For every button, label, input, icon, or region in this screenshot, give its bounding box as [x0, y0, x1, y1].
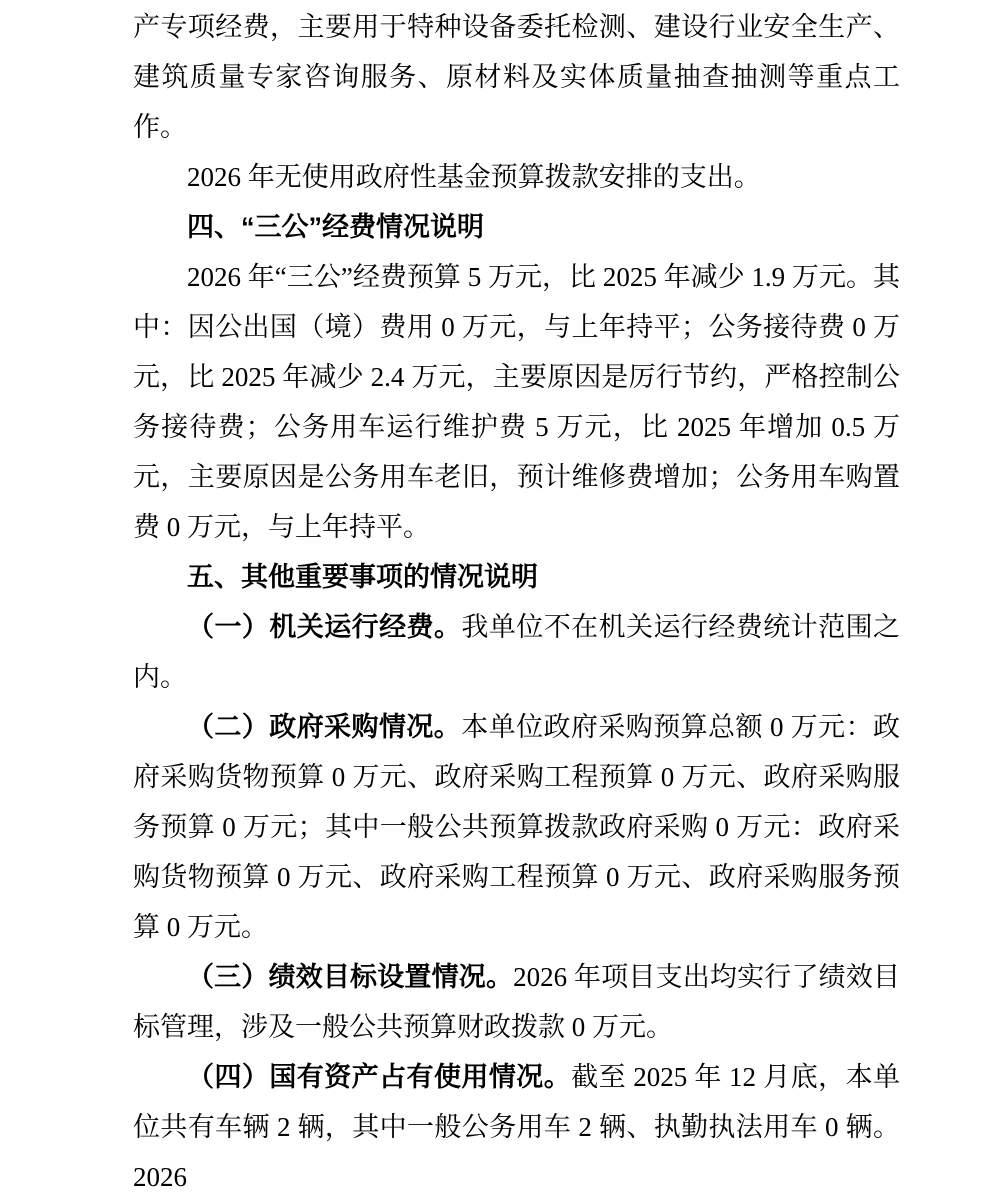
paragraph-text: 2026 年无使用政府性基金预算拨款安排的支出。	[187, 162, 761, 192]
paragraph-text: 四、“三公”经费情况说明	[187, 212, 484, 242]
paragraph-lead: （一）机关运行经费。	[187, 612, 462, 642]
heading-section-4-three-public-funds	[133, 202, 900, 252]
paragraph-text: 截至 2025 年 12 月底，本单位共有车辆 2 辆，其中一般公务用车 2 辆、执勤执法用车 0 辆。2026	[133, 1062, 901, 1192]
para-special-funds-carryover	[133, 2, 900, 152]
paragraph-text: 本单位政府采购预算总额 0 万元：政府采购货物预算 0 万元、政府采购工程预算 0 万元、政府采购服务预算 0 万元；其中一般公共预算拨款政府采购 0 万元：政府采购货物预算 0 万元、政府采购工程预算 0 万元、政府采购服务预算 0 万元。	[133, 712, 901, 942]
para-item-4-state-owned-assets	[133, 1052, 900, 1202]
para-item-2-government-procurement	[133, 702, 900, 952]
paragraph-text: 2026 年项目支出均实行了绩效目标管理，涉及一般公共预算财政拨款 0 万元。	[133, 962, 900, 1042]
para-item-3-performance-targets	[133, 952, 900, 1052]
paragraph-lead: （三）绩效目标设置情况。	[187, 962, 514, 992]
para-three-public-funds-detail	[133, 252, 900, 552]
paragraph-text: 五、其他重要事项的情况说明	[187, 562, 538, 592]
paragraph-lead: （二）政府采购情况。	[187, 712, 462, 742]
paragraph-text: 我单位不在机关运行经费统计范围之内。	[133, 612, 901, 692]
para-no-government-fund-expenditure	[133, 152, 900, 202]
heading-section-5-other-important-items	[133, 552, 900, 602]
paragraph-text: 2026 年“三公”经费预算 5 万元，比 2025 年减少 1.9 万元。其中：因公出国（境）费用 0 万元，与上年持平；公务接待费 0 万元，比 2025 年减少 2.4 万元，主要原因是厉行节约，严格控制公务接待费；公务用车运行维护费 5 万元，比 2025 年增加 0.5 万元，主要原因是公务用车老旧，预计维修费增加；公务用车购置费 0 万元，与上年持平。	[133, 262, 900, 542]
paragraph-lead: （四）国有资产占有使用情况。	[187, 1062, 572, 1092]
paragraph-text: 产专项经费，主要用于特种设备委托检测、建设行业安全生产、建筑质量专家咨询服务、原材料及实体质量抽查抽测等重点工作。	[133, 12, 900, 142]
para-item-1-agency-operating-funds	[133, 602, 900, 702]
